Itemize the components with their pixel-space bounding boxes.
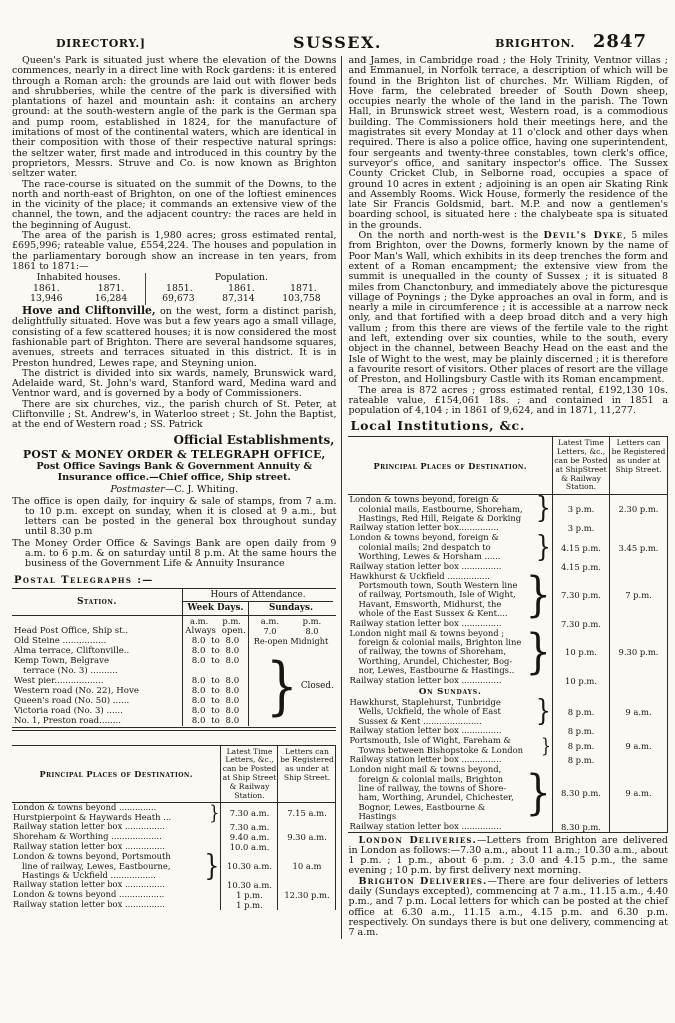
destination-line: Wells, Uckfield, the whole of East [358,706,501,717]
telegraph-table-header [12,589,336,616]
dyke-pre: On the north and north-west is the [358,230,544,242]
registered-time-cell: 3.45 p.m. [609,533,667,561]
posting-time-cell [552,686,609,698]
station-line: Western road (No. 22), Hove [14,685,139,696]
destination-cell [348,529,552,564]
official-establishments-heading: Official Establishments, [173,432,335,447]
registered-time-cell: 9 a.m. [609,698,667,726]
destination-line: Hurstpierpoint & Haywards Heath ... [13,811,172,822]
posting-time-cell: 3 p.m. [552,523,609,533]
year-cell: 1851. [166,282,193,294]
station-line: Old Steine ................ [14,635,107,646]
registered-time-cell: 2.30 p.m. [609,495,667,523]
am-label: a.m. [190,615,209,626]
closed-label: Closed. [300,680,334,691]
destination-line: London & towns beyond, Portsmouth [13,851,171,862]
weekdays-am-pm [182,616,248,626]
registered-time-cell [609,726,667,736]
registered-time-cell [277,900,335,910]
table-row [348,765,667,821]
paragraph-churches: There are six churches, viz., the parish church of St. Peter, at Cliftonville ; St. Andrew's, in Waterloo street ; St. John the Baptist, at the end of Western road ; SS. Patrick [12,398,337,431]
posting-time-cell: 8.30 p.m. [552,822,609,832]
posting-time-cell: 10.30 a.m. [220,852,277,880]
year-cell: 1871. [290,282,317,294]
registered-time-cell: 9 a.m. [609,765,667,821]
destination-line: Railway station letter box............... [349,522,499,533]
destination-lines [13,900,220,910]
destination-line: Hawkhurst & Uckfield ................ [349,570,490,581]
posting-time-cell: 8 p.m. [552,736,609,755]
population-values [148,294,334,305]
registered-col-header: Letters can be Registered as under at Ship Street. [277,746,335,803]
destination-lines [349,629,524,676]
sunday-hours-cell: Re-open Midnight [248,636,333,646]
destination-line: ham, Worthing, Arundel, Chichester, [358,792,514,803]
paragraph-parish-area: The area of the parish is 1,980 acres; gross estimated rental, £695,996; rateable value, £554,224. The houses and population in the parliamentary borough show an increase in ten years, from 1861 to 1871:— [12,230,337,272]
registered-time-cell [277,880,335,890]
postmaster-line [12,484,336,495]
destination-lines [349,676,552,686]
destination-lines [349,822,552,832]
destination-line: Railway station letter box ............... [13,841,165,852]
hours-header: Hours of Attendance. [182,589,333,602]
registered-time-cell [609,619,667,629]
weekday-hours-cell: 8.0 to 8.0 [182,636,248,646]
destination-line: Hastings, Red Hill, Reigate & Dorking [358,512,522,523]
destination-lines [349,533,534,561]
weekday-hours-cell: 8.0 to 8.0 [182,706,248,716]
station-cell [12,676,182,686]
table-row [12,800,335,824]
right-column [341,56,668,939]
registered-time-cell [609,523,667,533]
brace-glyph: } [535,529,551,564]
page-title: SUSSEX. [293,33,382,52]
destination-line: Portsmouth town, South Western line [358,580,518,591]
posting-time-cell: 10 p.m. [552,676,609,686]
posting-time-cell: 10 p.m. [552,629,609,676]
brighton-deliveries-paragraph [348,877,668,939]
am-label: a.m. [260,615,280,626]
weekday-hours-cell: 8.0 to 8.0 [182,656,248,676]
posting-time-cell: 7.30 p.m. [552,619,609,629]
sunday-hours-cell [248,626,333,636]
registered-time-cell: 7.15 a.m. [277,803,335,822]
station-cell [12,646,182,656]
posting-time-cell: 1 p.m. [220,890,277,900]
destinations-right-header [348,437,667,495]
destination-line: of railway, the towns of Shoreham, [358,646,506,657]
destination-cell [348,733,552,757]
posting-time-cell: 7.30 a.m. [220,822,277,832]
sunday-value: 7.0 [263,625,277,636]
registered-time-cell: 9.30 a.m. [277,832,335,842]
table-row [348,676,667,686]
post-office-block [12,448,336,495]
table-row [348,733,667,757]
destination-line: Worthing, Arundel, Chichester, Bog- [358,655,513,666]
destination-lines [13,852,203,880]
double-rule [12,727,336,731]
posting-time-cell: 8.30 p.m. [552,765,609,821]
destination-cell [12,848,220,883]
destination-col-header: Principal Places of Destination. [39,769,193,780]
destinations-table-left [12,745,336,911]
value-cell: 87,314 [222,293,255,305]
destination-line: London & towns beyond, foreign & [349,494,499,505]
value-cell: 69,673 [162,293,195,305]
brace-glyph: } [525,765,551,821]
destination-line: Portsmouth, Isle of Wight, Fareham & [349,735,511,746]
registered-time-cell: 7 p.m. [609,572,667,619]
station-line: Alma terrace, Cliftonville.. [14,645,130,656]
destination-line: Railway station letter box ............... [13,899,165,910]
posting-time-cell: 9.40 a.m. [220,832,277,842]
destination-line: colonial mails, Eastbourne, Shoreham, [358,503,523,514]
destination-cell [348,676,552,686]
houses-label: Inhabited houses. [36,272,121,284]
paragraph-hove-statistics: The area is 872 acres ; gross estimated rental, £192,130 10s. rateable value, £154,061 18s. ; and contained in 1851 a population of 4,104 ; in 1861 of 9,624, and in 1871, 11,277. [348,384,668,417]
table-row [12,900,335,910]
sundays-header: Sundays. [248,602,333,615]
am-pm-row [12,616,336,626]
brace-glyph: } [535,491,551,526]
station-line: No. 1, Preston road........ [14,715,121,726]
destination-line: London night mail & towns beyond ; [349,627,505,638]
destination-cell [12,900,220,910]
place-label: BRIGHTON. [495,37,575,50]
destination-line: colonial mails; 2nd despatch to [358,541,491,552]
dyke-post: , 5 miles from Brighton, over the Downs, formerly known by the name of Poor Man's Wall, which exhibits in its deep trenches the form and extent of a Roman encampment; the extensive view from the summit is unequalled in the county of Sussex ; it is situated 8 miles from Chanctonbury, and immediately above the picturesque village of Poynings ; the Dyke approaches an oval in form, and is nearly a mile in circumference ; it is accessible at a narrow neck only, and that fortified with a deep broad ditch and a very high vallum ; from this there are views of the fertile vale to the right and left, extending over six counties, while to the south, every object in the channel, between Beachy Head on the east and the Isle of Wight to the west, may be plainly discerned ; it is therefore a favourite resort of visitors. Other places of resort are the village of Preston, and Hollingsbury Castle with its Roman encampment. [348,230,669,386]
london-deliveries-text: —Letters from Brighton are delivered in London as follows:—7.30 a.m., about 11 a.m.; 10.30 a.m., about 1 p.m. ; 1 p.m., about 6 p.m. ; 3.0 and 4.15 p.m., the same evening ; 10 p.m. by first delivery next morning. [348,834,668,877]
left-column [12,56,341,939]
registered-time-cell [609,686,667,698]
destinations-left-rows [12,800,335,911]
paragraph-race-course: The race-course is situated on the summit of the Downs, to the north and north-east of Brighton, on one of the loftiest eminences in the vicinity of the place; it commands an extensive view of the channel, the town, and the adjacent country: the races are held in the beginning of August. [12,178,337,231]
registered-time-cell [609,676,667,686]
destination-line: Railway station letter box ............... [349,674,502,685]
destination-line: Railway station letter box ............... [13,879,165,890]
devils-dyke-name: Devil's Dyke [543,230,624,242]
empty-cell [12,616,182,626]
paragraph-office-hours: The office is open daily, for inquiry & sale of stamps, from 7 a.m. to 10 p.m. except on sunday, when it is closed at 9 a.m., but letters can be posted in the general box throughout sunday until 8.30 p.m [12,495,337,538]
postmaster-name: —C. J. Whiting. [164,483,239,495]
destination-lines [349,698,534,726]
destination-cell [348,765,552,821]
destination-lines [349,765,524,821]
postal-telegraphs-label: Postal Telegraphs :— [14,574,154,586]
telegraph-row [12,626,336,636]
post-office-title: POST & MONEY ORDER & TELEGRAPH OFFICE, [23,447,326,461]
destination-line: Towns between Bishopstoke & London [358,744,524,755]
station-line: Kemp Town, Belgrave [14,655,110,666]
postmaster-label: Postmaster [110,483,165,495]
destinations-table-right [348,436,668,832]
destination-line: Bognor, Lewes, Eastbourne & Hastings [358,801,486,822]
registered-col-header: Letters can be Registered as under at Ship Street. [609,437,667,494]
latest-time-col-header: Latest Time Letters, &c., can be Posted at Ship Street & Railway Station. [220,746,277,803]
london-deliveries-paragraph [348,836,668,877]
destination-line: London & towns beyond, foreign & [349,532,499,543]
weekday-hours-cell: Always open. [182,626,248,636]
brace-glyph: } [266,649,298,722]
weekday-hours-cell: 8.0 to 8.0 [182,686,248,696]
destination-line: Hawkhurst, Staplehurst, Tunbridge [349,697,501,708]
hove-rest: on the west, form a distinct parish, delightfully situated. Hove was but a few years ago a small village, consisting of a few scattered houses; it is now considered the most fashionable part of Brighton. There are several handsome squares, avenues, streets and terraces situated in this district. It is in Preston hundred, Lewes rape, and Steyning union. [12,306,337,369]
station-line: terrace (No. 3) .......... [23,665,118,676]
posting-time-cell: 8 p.m. [552,726,609,736]
paragraph-devils-dyke [348,231,668,385]
registered-time-cell: 9.30 p.m. [609,629,667,676]
table-row [12,848,335,883]
destination-line: London & towns beyond .............. [13,802,157,813]
registered-time-cell: 10 a.m [277,852,335,880]
station-cell [12,686,182,696]
posting-time-cell: 10.0 a.m. [220,842,277,852]
brace-glyph: } [540,733,551,757]
pm-label: p.m. [302,615,322,626]
telegraph-row [12,636,336,646]
directory-label: DIRECTORY.] [56,37,146,50]
registered-time-cell: 9 a.m. [609,736,667,755]
destination-line: of railway, Portsmouth, Isle of Wight, [358,589,516,600]
paragraph-money-order: The Money Order Office & Savings Bank are open daily from 9 a.m. to 6 p.m. & on saturday until 8 p.m. At the same hours the business of the Government Life & Annuity Insurance [12,537,337,570]
posting-time-cell: 4.15 p.m. [552,562,609,572]
destination-line: whole of the East Sussex & Kent.... [358,608,508,619]
destination-line: Railway station letter box ............... [349,754,502,765]
destination-line: foreign & colonial mails, Brighton line [358,637,522,648]
destination-lines [13,803,208,822]
table-row [348,694,667,729]
page-number: 2847 [592,31,647,52]
brace-glyph: } [209,800,220,824]
paragraph-churches-continued: and James, in Cambridge road ; the Holy Trinity, Ventnor villas ; and Emmanuel, in Norfolk terrace, a description of which will be found in the Brighton list of churches. Mr. William Rigden, of Hove farm, the celebrated breeder of South Down sheep, occupies nearly the whole of the land in the parish. The Town Hall, in Brunswick street west, Western road, is a commodious building. The Commissioners hold their meetings here, and the magistrates sit every Monday at 11 o'clock and other days when required. There is also a police office, having one superintendent, four sergeants and twenty-three constables, town clerk's office, surveyor's office, and sanitary inspector's office. The Sussex County Cricket Club, in Selborne road, occupies a space of ground 10 acres in extent ; adjoining is an open air Skating Rink and Assembly Rooms. Wick House, formerly the residence of the late Sir Francis Goldsmid, bart. M.P. and now a gentlemen's boarding school, is situated here : the chalybeate spa is situated in the grounds. [348,55,668,231]
table-row [348,491,667,526]
destination-line: London & towns beyond ................. [13,889,165,900]
registered-time-cell [609,822,667,832]
value-cell: 16,284 [94,293,128,305]
destinations-left-header [12,746,335,804]
station-line: West pier.................. [14,675,104,686]
destination-line: Worthing, Lewes & Horsham ...... [358,551,501,562]
station-line: Victoria road (No. 3) ...... [14,705,123,716]
local-institutions-heading: Local Institutions, &c. [350,418,526,434]
destination-lines [349,736,539,755]
station-cell [12,656,182,676]
station-cell [12,716,182,726]
destination-line: nor, Lewes, Eastbourne & Hastings.. [358,665,515,676]
brace-glyph: } [204,848,220,883]
page-body [0,56,675,939]
value-cell: 13,946 [30,293,63,305]
paragraph-wards: The district is divided into six wards, namely, Brunswick ward, Adelaide ward, St. John's ward, Stanford ward, Medina ward and Ventnor ward, and is governed by a body of Commissioners. [12,367,337,400]
inhabited-houses-group [12,273,145,305]
destination-line: Hastings & Uckfield ................. [22,870,156,881]
destination-line: Railway station letter box ............... [13,821,165,832]
destination-line: Railway station letter box ............... [349,820,502,831]
year-cell: 1861. [228,282,255,294]
telegraph-table [12,588,336,731]
station-line: Head Post Office, Ship st.. [14,625,129,636]
brighton-deliveries-text: —There are four deliveries of letters daily (Sundays excepted), commencing at 7 a.m., 11.15 a.m., 4.40 p.m., and 7 p.m. Local letters for which can be posted at the chief office at 6.30 a.m., 11.15 a.m., 4.15 p.m. and 6.30 p.m. respectively. On sundays there is but one delivery, commencing at 7 a.m. [348,875,668,939]
destination-line: Sussex & Kent ...................... [358,715,482,726]
posting-time-cell: 8 p.m. [552,698,609,726]
table-row [348,822,667,832]
posting-time-cell: 7.30 p.m. [552,572,609,619]
posting-time-cell: 4.15 p.m. [552,533,609,561]
registered-time-cell [609,755,667,765]
closed-group [266,646,334,726]
weekdays-header: Week Days. [182,602,248,615]
posting-time-cell: 3 p.m. [552,495,609,523]
page-header-right [495,31,647,52]
posting-time-cell: 10.30 a.m. [220,880,277,890]
population-stats-table [12,273,336,305]
registered-time-cell [277,822,335,832]
destination-cell [348,491,552,526]
weekday-hours-cell: 8.0 to 8.0 [182,696,248,706]
on-sundays-subheading: On Sundays. [418,686,482,697]
weekday-hours-cell: 8.0 to 8.0 [182,716,248,726]
destination-lines [349,495,534,523]
paragraph-hove [12,306,336,369]
latest-time-col-header: Latest Time Letters, &c., can be Posted at ShipStreet & Railway Station. [552,437,609,494]
station-header: Station. [77,596,117,607]
paragraph-queens-park: Queen's Park is situated just where the elevation of the Downs commences, nearly in a direct line with Rock gardens: it is entered through a Roman arch: the grounds are laid out with flower beds and shrubberies, while the centre of the park is diversified with plantations of hazel and mountain ash: it contains an archery ground: at the south-western angle of the park is the German spa and pump room, established in 1824, for the manufacture of imitations of most of the continental waters, which are identical in their composition with those of their respective natural springs: the seltzer water, first made and introduced in this country by the proprietors, Messrs. Struve and Co. is now known as Brighton seltzer water. [12,55,337,180]
brighton-deliveries-lead: Brighton Deliveries. [358,875,488,887]
year-cell: 1871. [97,282,125,294]
destination-cell [12,800,220,824]
registered-time-cell [277,842,335,852]
station-cell [12,706,182,716]
destination-line: foreign & colonial mails, Brighton [358,773,503,784]
sundays-am-pm [248,616,333,626]
destination-line: line of railway, the towns of Shore- [358,782,507,793]
london-deliveries-lead: London Deliveries. [358,834,477,846]
registered-time-cell [609,562,667,572]
destination-line: Havant, Emsworth, Midhurst, the [358,598,502,609]
destination-line: Railway station letter box ............... [349,617,502,628]
station-cell [12,696,182,706]
weekday-hours-cell: 8.0 to 8.0 [182,676,248,686]
weekday-hours-cell: 8.0 to 8.0 [182,646,248,656]
brace-glyph: } [525,624,551,680]
post-office-subtitle2: Insurance office.—Chief office, Ship street. [57,472,291,484]
post-office-subtitle: Post Office Savings Bank & Government Annuity & [36,460,313,472]
registered-time-cell: 12.30 p.m. [277,890,335,900]
hove-lead: Hove and Cliftonville, [22,304,156,318]
pm-label: p.m. [222,615,241,626]
destination-line: line of railway, Lewes, Eastbourne, [22,860,171,871]
destination-cell [348,694,552,729]
sunday-value: 8.0 [305,625,319,636]
brace-glyph: } [525,567,551,623]
posting-time-cell: 7.30 a.m. [220,803,277,822]
station-line: Queen's road (No. 50) ...... [14,695,130,706]
destination-lines [349,572,524,619]
station-cell [12,636,182,646]
posting-time-cell: 1 p.m. [220,900,277,910]
telegraph-table-body [12,626,336,726]
page-header [0,0,675,56]
destination-col-header: Principal Places of Destination. [373,460,527,471]
population-group [145,273,336,305]
table-row [348,529,667,564]
destinations-right-rows [348,491,667,832]
value-cell: 103,758 [282,293,321,305]
brace-glyph: } [535,694,551,729]
destination-line: Railway station letter box ............... [349,725,502,736]
destination-line: Shoreham & Worthing ................... [13,831,162,842]
destination-line: Railway station letter box ............... [349,560,502,571]
population-label: Population. [214,272,268,284]
destination-cell [348,822,552,832]
year-cell: 1861. [33,282,60,294]
station-cell [12,626,182,636]
posting-time-cell: 8 p.m. [552,755,609,765]
destination-line: London night mail & towns beyond, [349,764,502,775]
